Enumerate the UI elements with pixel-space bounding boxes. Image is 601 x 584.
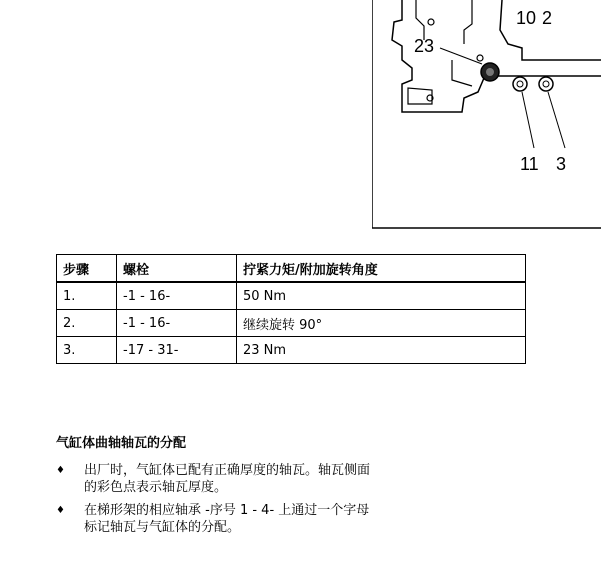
- cell-step: 1.: [57, 282, 117, 310]
- callout-11: 11: [520, 154, 539, 174]
- callout-10: 10: [516, 8, 537, 28]
- diamond-bullet-icon: ♦: [56, 465, 65, 476]
- callout-2: 2: [542, 8, 553, 28]
- header-torque: 拧紧力矩/附加旋转角度: [237, 255, 526, 283]
- header-step: 步骤: [57, 255, 117, 283]
- torque-table: [56, 254, 526, 364]
- table-header-row: [57, 255, 526, 283]
- cell-bolt: -1 - 16-: [117, 310, 237, 337]
- table-row: [57, 337, 526, 364]
- cell-bolt: -1 - 16-: [117, 282, 237, 310]
- table-row: [57, 310, 526, 337]
- bolt-11-marker: [513, 77, 527, 91]
- cell-step: 3.: [57, 337, 117, 364]
- section-title: 气缸体曲轴轴瓦的分配: [56, 436, 187, 451]
- callout-23: 23: [414, 36, 435, 56]
- engine-block-figure: [372, 0, 601, 229]
- list-item-text: 在梯形架的相应轴承 -序号 1 - 4- 上通过一个字母标记轴瓦与气缸体的分配。: [84, 503, 370, 535]
- list-item: [56, 502, 376, 536]
- cell-torque: 继续旋转 90°: [237, 310, 526, 337]
- bolt-3-marker: [539, 77, 553, 91]
- table-row: [57, 282, 526, 310]
- engine-block-drawing: [372, 0, 601, 229]
- header-bolt: 螺栓: [117, 255, 237, 283]
- list-item: [56, 462, 376, 496]
- bullet-list: [56, 462, 376, 542]
- diamond-bullet-icon: ♦: [56, 505, 65, 516]
- cell-torque: 50 Nm: [237, 282, 526, 310]
- cell-torque: 23 Nm: [237, 337, 526, 364]
- cell-bolt: -17 - 31-: [117, 337, 237, 364]
- list-item-text: 出厂时，气缸体已配有正确厚度的轴瓦。轴瓦侧面的彩色点表示轴瓦厚度。: [84, 463, 371, 495]
- callout-3: 3: [556, 154, 567, 174]
- cell-step: 2.: [57, 310, 117, 337]
